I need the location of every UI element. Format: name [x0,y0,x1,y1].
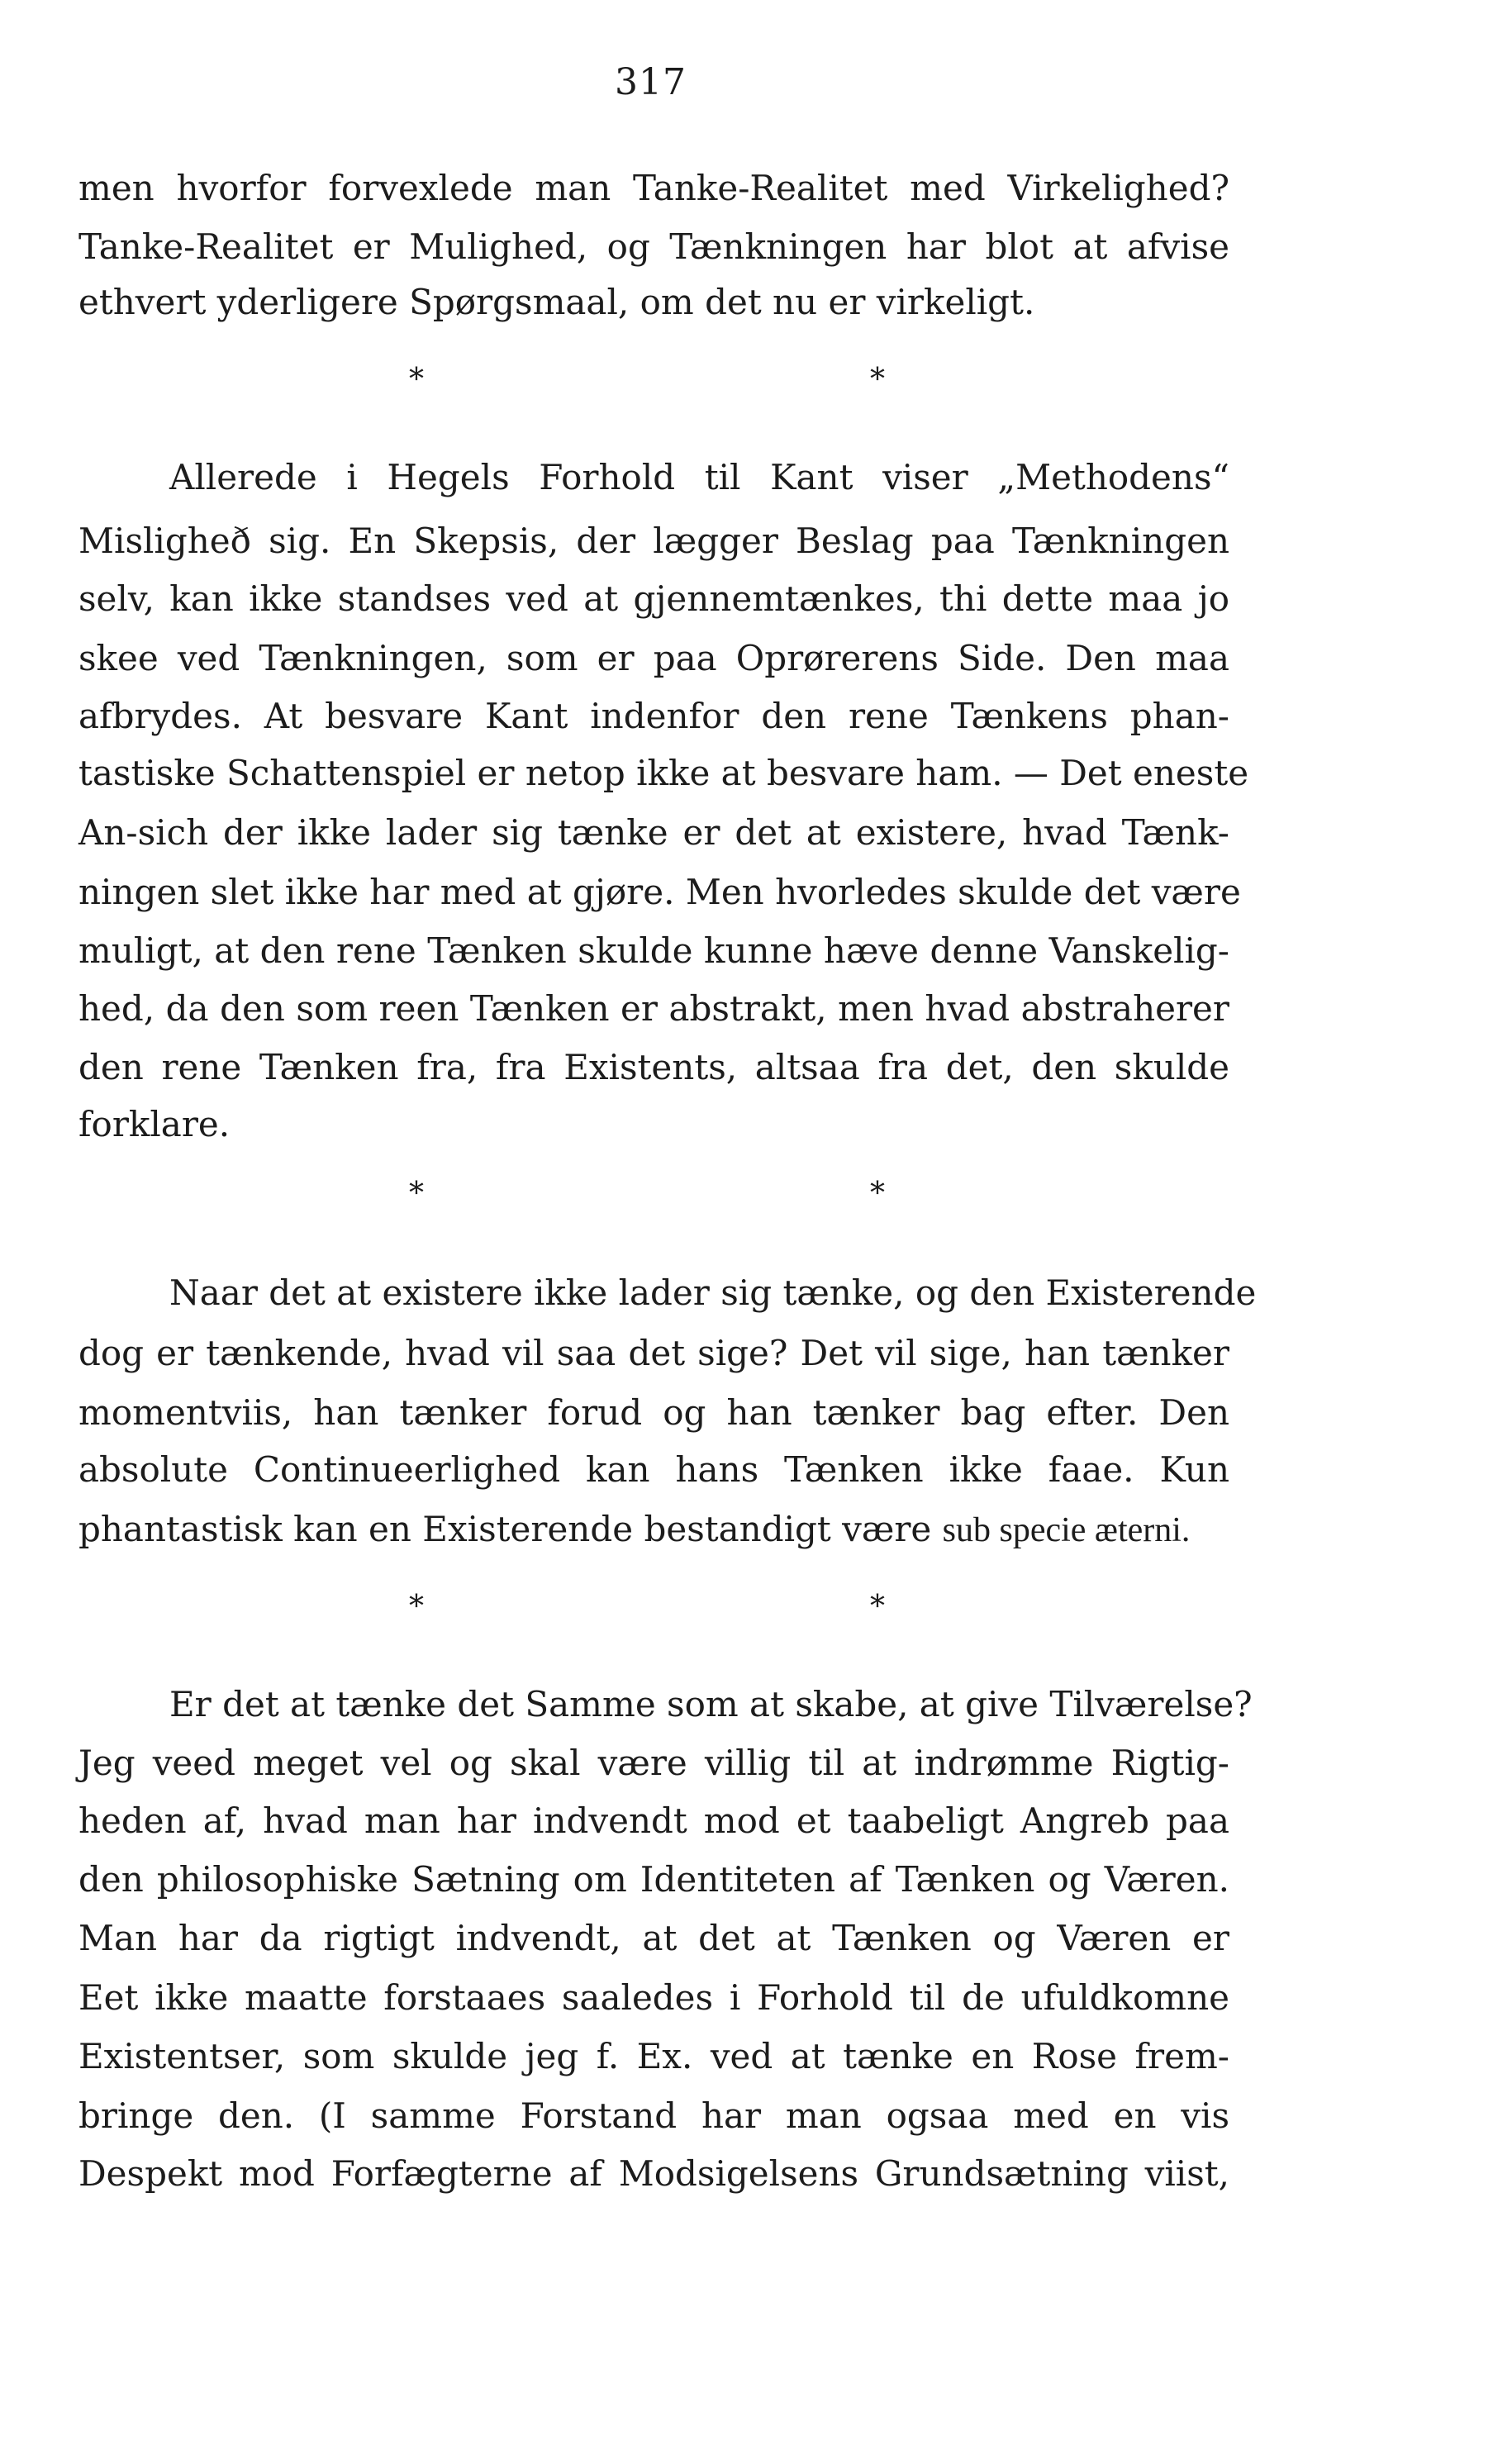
text-span: phantastisk kan en Existerende bestandigt være [78,1509,943,1549]
text-line: momentviis, han tænker forud og han tænker bag efter. Den [78,1392,1229,1433]
text-line: Naar det at existere ikke lader sig tænke, og den Existerende [169,1272,1257,1313]
asterisk-ornament: * [409,1590,424,1624]
text-line: Tanke-Realitet er Mulighed, og Tænkningen har blot at afvise [78,226,1229,267]
asterisk-ornament: * [870,363,885,397]
text-line: ethvert yderligere Spørgsmaal, om det nu er virkeligt. [78,282,1035,322]
text-line: Eet ikke maatte forstaaes saaledes i Forhold til de ufuldkomne [78,1977,1229,2018]
text-line: Despekt mod Forfægterne af Modsigelsens Grundsætning viist, [78,2153,1229,2194]
text-line: skee ved Tænkningen, som er paa Oprørerens Side. Den maa [78,638,1229,678]
asterisk-ornament: * [409,363,424,397]
text-line: den rene Tænken fra, fra Existents, altsaa fra det, den skulde [78,1047,1229,1087]
asterisk-ornament: * [870,1590,885,1624]
text-line: absolute Continueerlighed kan hans Tænken ikke faae. Kun [78,1449,1229,1490]
text-line: bringe den. (I samme Forstand har man ogsaa med en vis [78,2095,1229,2136]
text-line: Er det at tænke det Samme som at skabe, at give Tilværelse? [169,1684,1253,1724]
text-line: Existentser, som skulde jeg f. Ex. ved at tænke en Rose frem- [78,2036,1229,2076]
text-line: heden af, hvad man har indvendt mod et taabeligt Angreb paa [78,1800,1229,1841]
text-line: men hvorfor forvexlede man Tanke-Realitet med Virkelighed? [78,168,1229,208]
latin-phrase: sub specie æterni. [942,1511,1191,1549]
text-line: forklare. [78,1104,231,1144]
section-separator [0,364,1301,397]
text-line: Man har da rigtigt indvendt, at det at Tænken og Væren er [78,1918,1229,1958]
page-number: 317 [615,61,687,103]
text-line: selv, kan ikke standses ved at gjennemtænkes, thi dette maa jo [78,578,1229,619]
text-line: hed, da den som reen Tænken er abstrakt, men hvad abstraherer [78,988,1229,1029]
text-line: dog er tænkende, hvad vil saa det sige? Det vil sige, han tænker [78,1333,1229,1373]
text-line: afbrydes. At besvare Kant indenfor den rene Tænkens phan- [78,696,1229,736]
section-separator [0,1591,1301,1624]
text-line: tastiske Schattenspiel er netop ikke at besvare ham. — Det eneste [78,753,1249,793]
text-line: ningen slet ikke har med at gjøre. Men hvorledes skulde det være [78,872,1241,912]
text-line: Allerede i Hegels Forhold til Kant viser „Methodens“ [169,457,1229,497]
text-line: Jeg veed meget vel og skal være villig til at indrømme Rigtig- [78,1743,1229,1783]
section-separator [0,1177,1301,1210]
text-line: muligt, at den rene Tænken skulde kunne hæve denne Vanskelig- [78,930,1229,971]
text-line [78,1506,1229,1553]
asterisk-ornament: * [409,1177,424,1210]
text-line: Misligheð sig. En Skepsis, der lægger Beslag paa Tænkningen [78,521,1229,561]
text-line: den philosophiske Sætning om Identiteten af Tænken og Væren. [78,1859,1229,1900]
asterisk-ornament: * [870,1177,885,1210]
text-line: An-sich der ikke lader sig tænke er det at existere, hvad Tænk- [78,812,1229,853]
